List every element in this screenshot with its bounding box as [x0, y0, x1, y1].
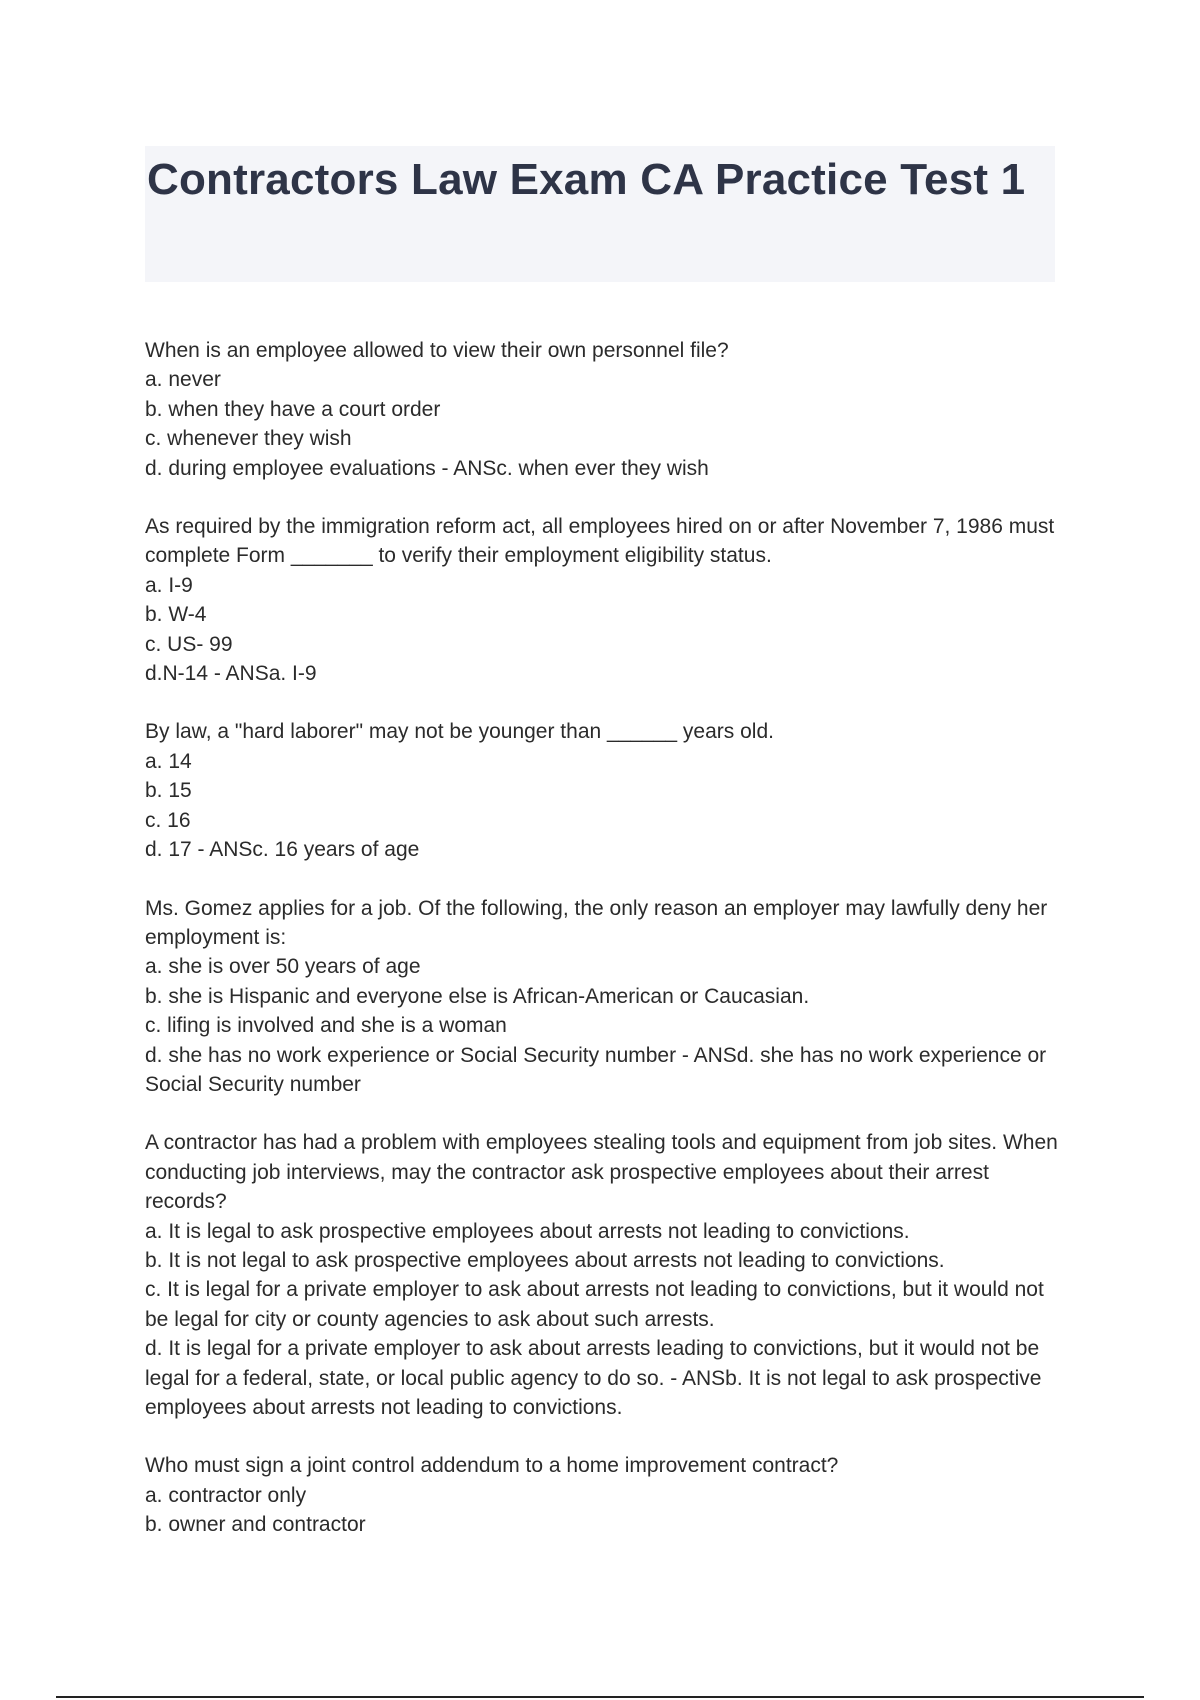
question-block	[145, 1451, 1065, 1539]
question-text: As required by the immigration reform act, all employees hired on or after November 7, 1986 must complete Form _______ to verify their employment eligibility status.	[145, 515, 1055, 568]
answer-option-with-key: d. 17 - ANSc. 16 years of age	[145, 838, 420, 862]
question-list	[145, 336, 1065, 1569]
answer-option: b. It is not legal to ask prospective employees about arrests not leading to convictions.	[145, 1248, 945, 1272]
answer-option: b. 15	[145, 779, 192, 803]
footer-divider	[56, 1696, 1144, 1698]
question-text: By law, a "hard laborer" may not be younger than ______ years old.	[145, 720, 774, 744]
answer-option: a. I-9	[145, 573, 193, 597]
page-title: Contractors Law Exam CA Practice Test 1	[147, 155, 1026, 204]
answer-option: c. lifing is involved and she is a woman	[145, 1014, 507, 1038]
answer-option: a. she is over 50 years of age	[145, 955, 421, 979]
answer-option: c. 16	[145, 808, 191, 832]
answer-option: a. contractor only	[145, 1483, 307, 1507]
answer-option-with-key: d.N-14 - ANSa. I-9	[145, 662, 317, 686]
answer-option-with-key: d. during employee evaluations - ANSc. when ever they wish	[145, 456, 709, 480]
answer-option: b. she is Hispanic and everyone else is African-American or Caucasian.	[145, 984, 810, 1008]
question-text: When is an employee allowed to view their own personnel file?	[145, 339, 729, 362]
answer-option: b. W-4	[145, 603, 207, 627]
question-block	[145, 894, 1065, 1100]
question-block	[145, 717, 1065, 864]
title-banner	[145, 146, 1055, 282]
answer-option: c. US- 99	[145, 632, 233, 656]
question-text: Ms. Gomez applies for a job. Of the following, the only reason an employer may lawfully deny her employment is:	[145, 896, 1048, 949]
answer-option: a. It is legal to ask prospective employees about arrests not leading to convictions.	[145, 1219, 910, 1243]
answer-option: b. owner and contractor	[145, 1513, 366, 1537]
question-block	[145, 1128, 1065, 1422]
answer-option: c. It is legal for a private employer to ask about arrests not leading to convictions, but it would not be legal for city or county agencies to ask about such arrests.	[145, 1278, 1044, 1331]
answer-option: c. whenever they wish	[145, 427, 352, 451]
question-text: A contractor has had a problem with employees stealing tools and equipment from job sites. When conducting job interviews, may the contractor ask prospective employees about their arrest records?	[145, 1131, 1058, 1214]
question-block	[145, 512, 1065, 688]
answer-option-with-key: d. It is legal for a private employer to ask about arrests leading to convictions, but it would not be legal for a federal, state, or local public agency to do so. - ANSb. It is not legal to ask prospective employees about arrests not leading to convictions.	[145, 1337, 1042, 1419]
question-block	[145, 336, 1065, 483]
answer-option: b. when they have a court order	[145, 397, 441, 421]
answer-option: a. never	[145, 368, 221, 392]
question-text: Who must sign a joint control addendum to a home improvement contract?	[145, 1454, 839, 1478]
answer-option: a. 14	[145, 749, 192, 773]
answer-option-with-key: d. she has no work experience or Social Security number - ANSd. she has no work experience or Social Security number	[145, 1043, 1047, 1096]
